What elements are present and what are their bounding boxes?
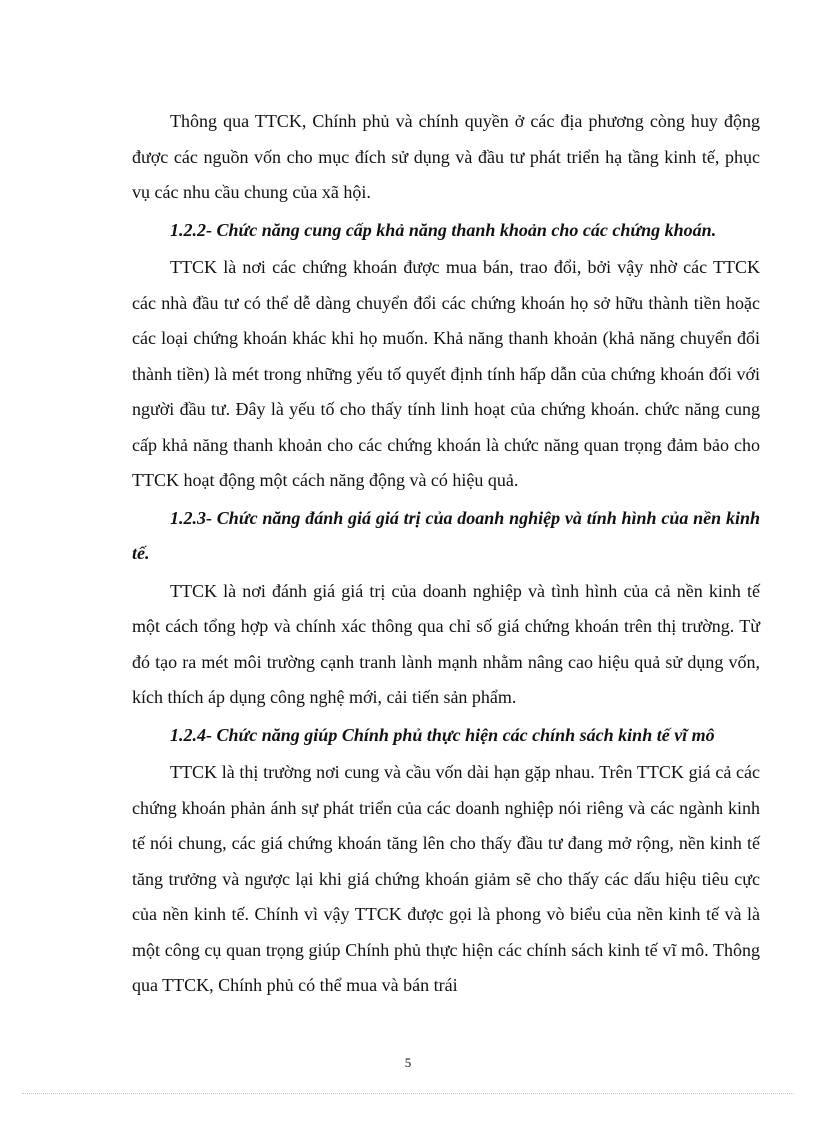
paragraph-3: TTCK là nơi đánh giá giá trị của doanh nghiệp và tình hình của cả nền kinh tế một cách tổng hợp và chính xác thông qua chỉ số giá chứng khoán trên thị trường. Từ đó tạo ra mét môi trường cạnh tranh lành mạnh nhằm nâng cao hiệu quả sử dụng vốn, kích thích áp dụng công nghệ mới, cải tiến sản phẩm. xyxy=(132,580,760,707)
page-bottom-divider xyxy=(22,1093,794,1094)
section-heading-1-2-3: 1.2.3- Chức năng đánh giá giá trị của doanh nghiệp và tính hình của nền kinh tế. xyxy=(132,507,760,563)
page-body xyxy=(132,104,760,1006)
paragraph-4: TTCK là thị trường nơi cung và cầu vốn dài hạn gặp nhau. Trên TTCK giá cả các chứng khoán phản ánh sự phát triển của các doanh nghiệp nói riêng và các ngành kinh tế nói chung, các giá chứng khoán tăng lên cho thấy đầu tư đang mở rộng, nền kinh tế tăng trưởng và ngược lại khi giá chứng khoán giảm sẽ cho thấy các dấu hiệu tiêu cực của nền kinh tế. Chính vì vậy TTCK được gọi là phong vò biểu của nền kinh tế và là một công cụ quan trọng giúp Chính phủ thực hiện các chính sách kinh tế vĩ mô. Thông qua TTCK, Chính phủ có thể mua và bán trái xyxy=(132,762,760,995)
paragraph-2: TTCK là nơi các chứng khoán được mua bán, trao đổi, bởi vậy nhờ các TTCK các nhà đầu tư có thể dễ dàng chuyển đổi các chứng khoán họ sở hữu thành tiền hoặc các loại chứng khoán khác khi họ muốn. Khả năng thanh khoản (khả năng chuyển đổi thành tiền) là mét trong những yếu tố quyết định tính hấp dẫn của chứng khoán đối với người đầu tư. Đây là yếu tố cho thấy tính linh hoạt của chứng khoán. chức năng cung cấp khả năng thanh khoản cho các chứng khoán là chức năng quan trọng đảm bảo cho TTCK hoạt động một cách năng động và có hiệu quả. xyxy=(132,257,760,490)
paragraph-1: Thông qua TTCK, Chính phủ và chính quyền ở các địa phương còng huy động được các nguồn vốn cho mục đích sử dụng và đầu tư phát triển hạ tầng kinh tế, phục vụ các nhu cầu chung của xã hội. xyxy=(132,111,760,202)
section-heading-1-2-2: 1.2.2- Chức năng cung cấp khả năng thanh khoản cho các chứng khoán. xyxy=(170,219,717,240)
section-heading-1-2-4: 1.2.4- Chức năng giúp Chính phủ thực hiện các chính sách kinh tế vĩ mô xyxy=(170,724,715,745)
page-number: 5 xyxy=(404,1055,412,1070)
